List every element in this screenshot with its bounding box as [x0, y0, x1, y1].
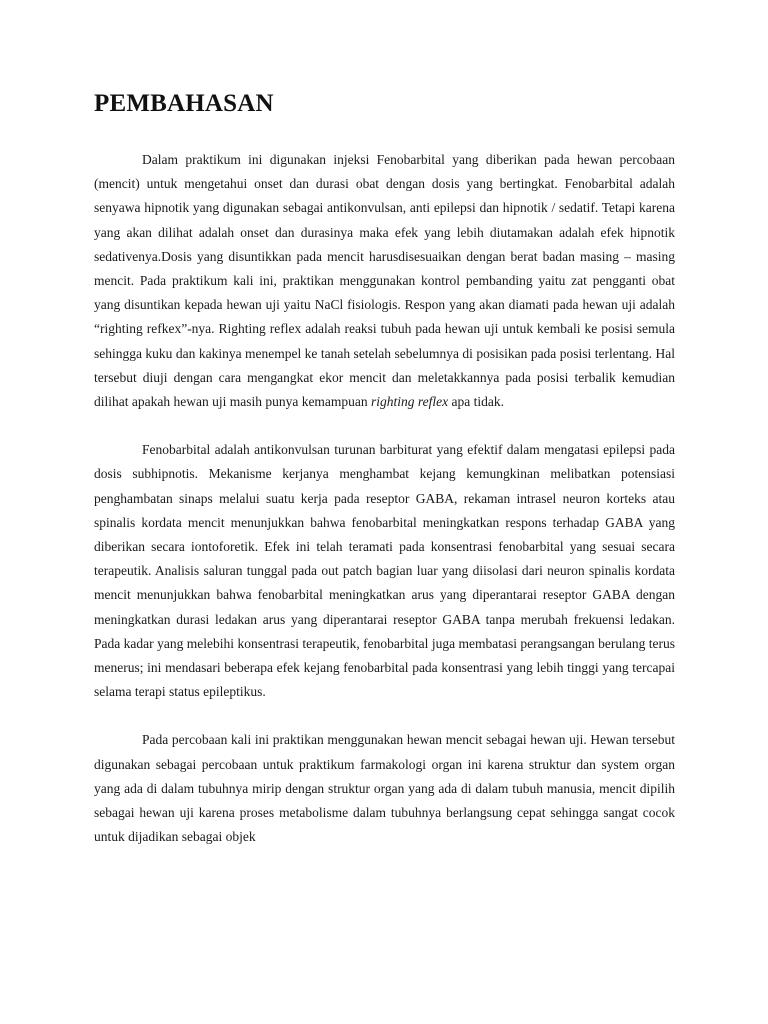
paragraph-1-text: Dalam praktikum ini digunakan injeksi Fenobarbital yang diberikan pada hewan percobaan (mencit) untuk mengetahui onset dan durasi obat dengan dosis yang bertingkat. Fenobarbital adalah senyawa hipnotik yang digunakan sebagai antikonvulsan, anti epilepsi dan hipnotik / sedatif. Tetapi karena yang akan dilihat adalah onset dan durasinya maka efek yang lebih diutamakan adalah efek hipnotik sedativenya.Dosis yang disuntikkan pada mencit harusdisesuaikan dengan berat badan masing – masing mencit. Pada praktikum kali ini, praktikan menggunakan kontrol pembanding yaitu zat pengganti obat yang disuntikan kepada hewan uji yaitu NaCl fisiologis. Respon yang akan diamati pada hewan uji adalah “righting refkex”-nya. Righting reflex adalah reaksi tubuh pada hewan uji untuk kembali ke posisi semula sehingga kuku dan kakinya menempel ke tanah setelah sebelumnya di posisikan pada posisi terlentang. Hal tersebut diuji dengan cara mengangkat ekor mencit dan meletakkannya pada posisi terbalik kemudian dilihat apakah hewan uji masih punya kemampuan [94, 152, 675, 410]
paragraph-1-end: apa tidak. [448, 394, 505, 410]
paragraph-3 [94, 728, 675, 849]
document-body [94, 148, 675, 849]
paragraph-1-italic-term: righting reflex [371, 394, 449, 410]
paragraph-2 [94, 438, 675, 704]
paragraph-3-text: Pada percobaan kali ini praktikan menggunakan hewan mencit sebagai hewan uji. Hewan tersebut digunakan sebagai percobaan untuk praktikum farmakologi organ ini karena struktur dan system organ yang ada di dalam tubuhnya mirip dengan struktur organ yang ada di dalam tubuh manusia, mencit dipilih sebagai hewan uji karena proses metabolisme dalam tubuhnya berlangsung cepat sehingga sangat cocok untuk dijadikan sebagai objek [94, 732, 675, 845]
paragraph-1 [94, 148, 675, 414]
paragraph-2-text: Fenobarbital adalah antikonvulsan turunan barbiturat yang efektif dalam mengatasi epilepsi pada dosis subhipnotis. Mekanisme kerjanya menghambat kejang kemungkinan melibatkan potensiasi penghambatan sinaps melalui suatu kerja pada reseptor GABA, rekaman intrasel neuron korteks atau spinalis kordata mencit menunjukkan bahwa fenobarbital meningkatkan respons terhadap GABA yang diberikan secara iontoforetik. Efek ini telah teramati pada konsentrasi fenobarbital yang sesuai secara terapeutik. Analisis saluran tunggal pada out patch bagian luar yang diisolasi dari neuron spinalis kordata mencit menunjukkan bahwa fenobarbital meningkatkan arus yang diperantarai reseptor GABA dengan meningkatkan durasi ledakan arus yang diperantarai reseptor GABA tanpa merubah frekuensi ledakan. Pada kadar yang melebihi konsentrasi terapeutik, fenobarbital juga membatasi perangsangan berulang terus menerus; ini mendasari beberapa efek kejang fenobarbital pada konsentrasi yang lebih tinggi yang tercapai selama terapi status epileptikus. [94, 442, 675, 700]
page-heading: PEMBAHASAN [94, 90, 274, 117]
